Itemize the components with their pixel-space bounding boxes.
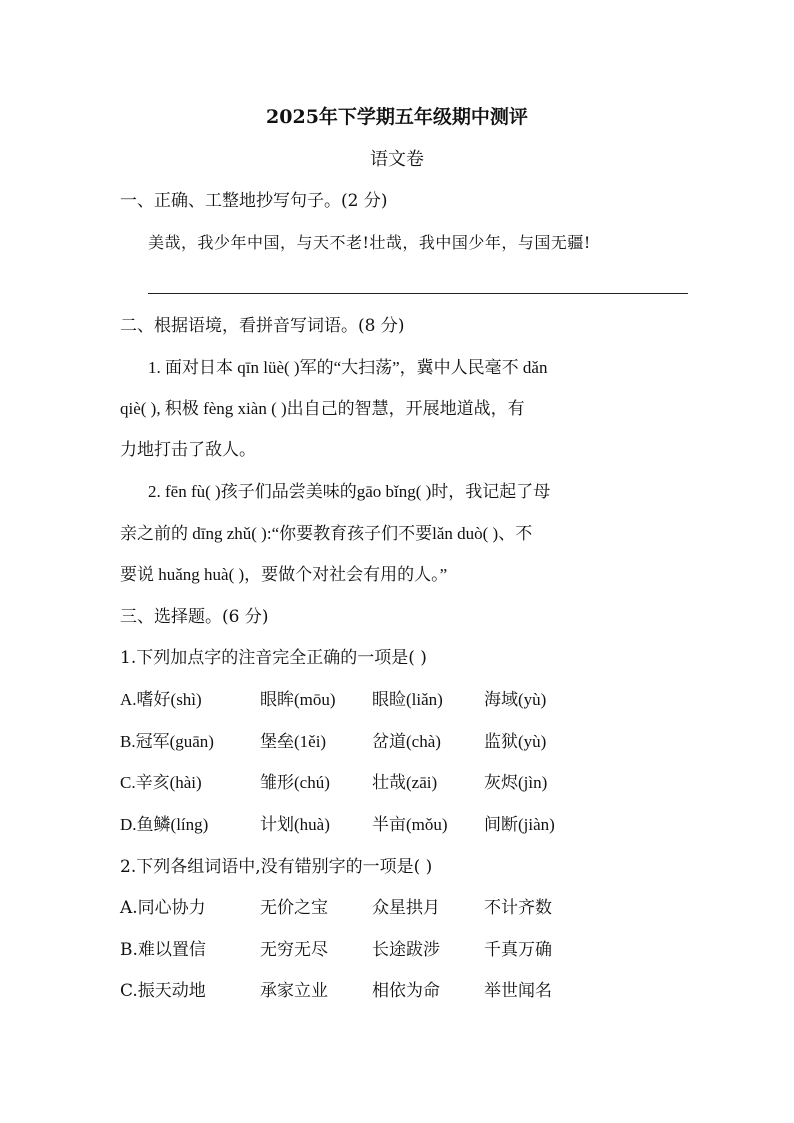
page-title: 2025年下学期五年级期中测评 [266, 106, 528, 128]
section3-heading: 三、选择题。(6 分) [120, 607, 269, 627]
section1-heading: 一、正确、工整地抄写句子。(2 分) [120, 191, 388, 211]
copy-sentence: 美哉，我少年中国，与天不老!壮哉，我中国少年，与国无疆! [148, 233, 591, 252]
mc1-option-a-item-2: 眼眸(mōu) [260, 690, 336, 709]
mc1-stem: 1.下列加点字的注音完全正确的一项是( ) [120, 648, 427, 668]
mc1-option-b-item-4: 监狱(yù) [484, 732, 547, 751]
mc2-option-b-item-1: B.难以置信 [120, 940, 206, 960]
mc2-option-a-item-4: 不计齐数 [484, 898, 552, 918]
mc1-option-d-item-4: 间断(jiàn) [484, 815, 555, 834]
mc2-option-b-item-3: 长途跋涉 [372, 940, 440, 960]
mc1-option-c-item-3: 壮哉(zāi) [372, 773, 438, 792]
mc1-option-a-item-4: 海域(yù) [484, 690, 547, 709]
mc2-stem: 2.下列各组词语中,没有错别字的一项是( ) [120, 857, 433, 877]
writing-line [148, 293, 688, 294]
q1-line-3: 力地打击了敌人。 [120, 440, 256, 459]
mc1-option-a-item-1: A.嗜好(shì) [120, 690, 202, 709]
mc2-option-a-item-1: A.同心协力 [120, 898, 206, 918]
q2-line-1: 2. fēn fù( )孩子们品尝美味的gāo bǐng( )时，我记起了母 [148, 482, 551, 501]
mc1-option-d-item-3: 半亩(mǒu) [372, 815, 448, 834]
mc1-option-c-item-2: 雏形(chú) [260, 773, 330, 792]
mc2-option-c-item-3: 相依为命 [372, 981, 440, 1001]
q2-line-3: 要说 huǎng huà( )，要做个对社会有用的人。” [120, 565, 448, 584]
mc2-option-c-item-4: 举世闻名 [484, 981, 552, 1001]
mc1-option-b-item-1: B.冠军(guān) [120, 732, 214, 751]
mc2-option-a-item-2: 无价之宝 [260, 898, 328, 918]
q1-line-1: 1. 面对日本 qīn lüè( )军的“大扫荡”，冀中人民毫不 dǎn [148, 358, 548, 377]
mc2-option-a-item-3: 众星拱月 [372, 898, 440, 918]
page-subtitle: 语文卷 [370, 149, 424, 170]
mc1-option-d-item-1: D.鱼鳞(líng) [120, 815, 209, 834]
mc1-option-c-item-4: 灰烬(jìn) [484, 773, 548, 792]
mc1-option-a-item-3: 眼睑(liǎn) [372, 690, 443, 709]
q2-line-2: 亲之前的 dīng zhǔ( ):“你要教育孩子们不要lǎn duò( )、不 [120, 524, 533, 543]
section2-heading: 二、根据语境，看拼音写词语。(8 分) [120, 316, 405, 336]
mc1-option-c-item-1: C.辛亥(hài) [120, 773, 202, 792]
q1-line-2: qiè( ), 积极 fèng xiàn ( )出自己的智慧，开展地道战，有 [120, 399, 525, 418]
mc2-option-c-item-2: 承家立业 [260, 981, 328, 1001]
mc2-option-c-item-1: C.振天动地 [120, 981, 206, 1001]
mc2-option-b-item-2: 无穷无尽 [260, 940, 328, 960]
mc1-option-d-item-2: 计划(huà) [260, 815, 330, 834]
mc1-option-b-item-3: 岔道(chà) [372, 732, 441, 751]
mc2-option-b-item-4: 千真万确 [484, 940, 552, 960]
mc1-option-b-item-2: 堡垒(1ěi) [260, 732, 327, 751]
